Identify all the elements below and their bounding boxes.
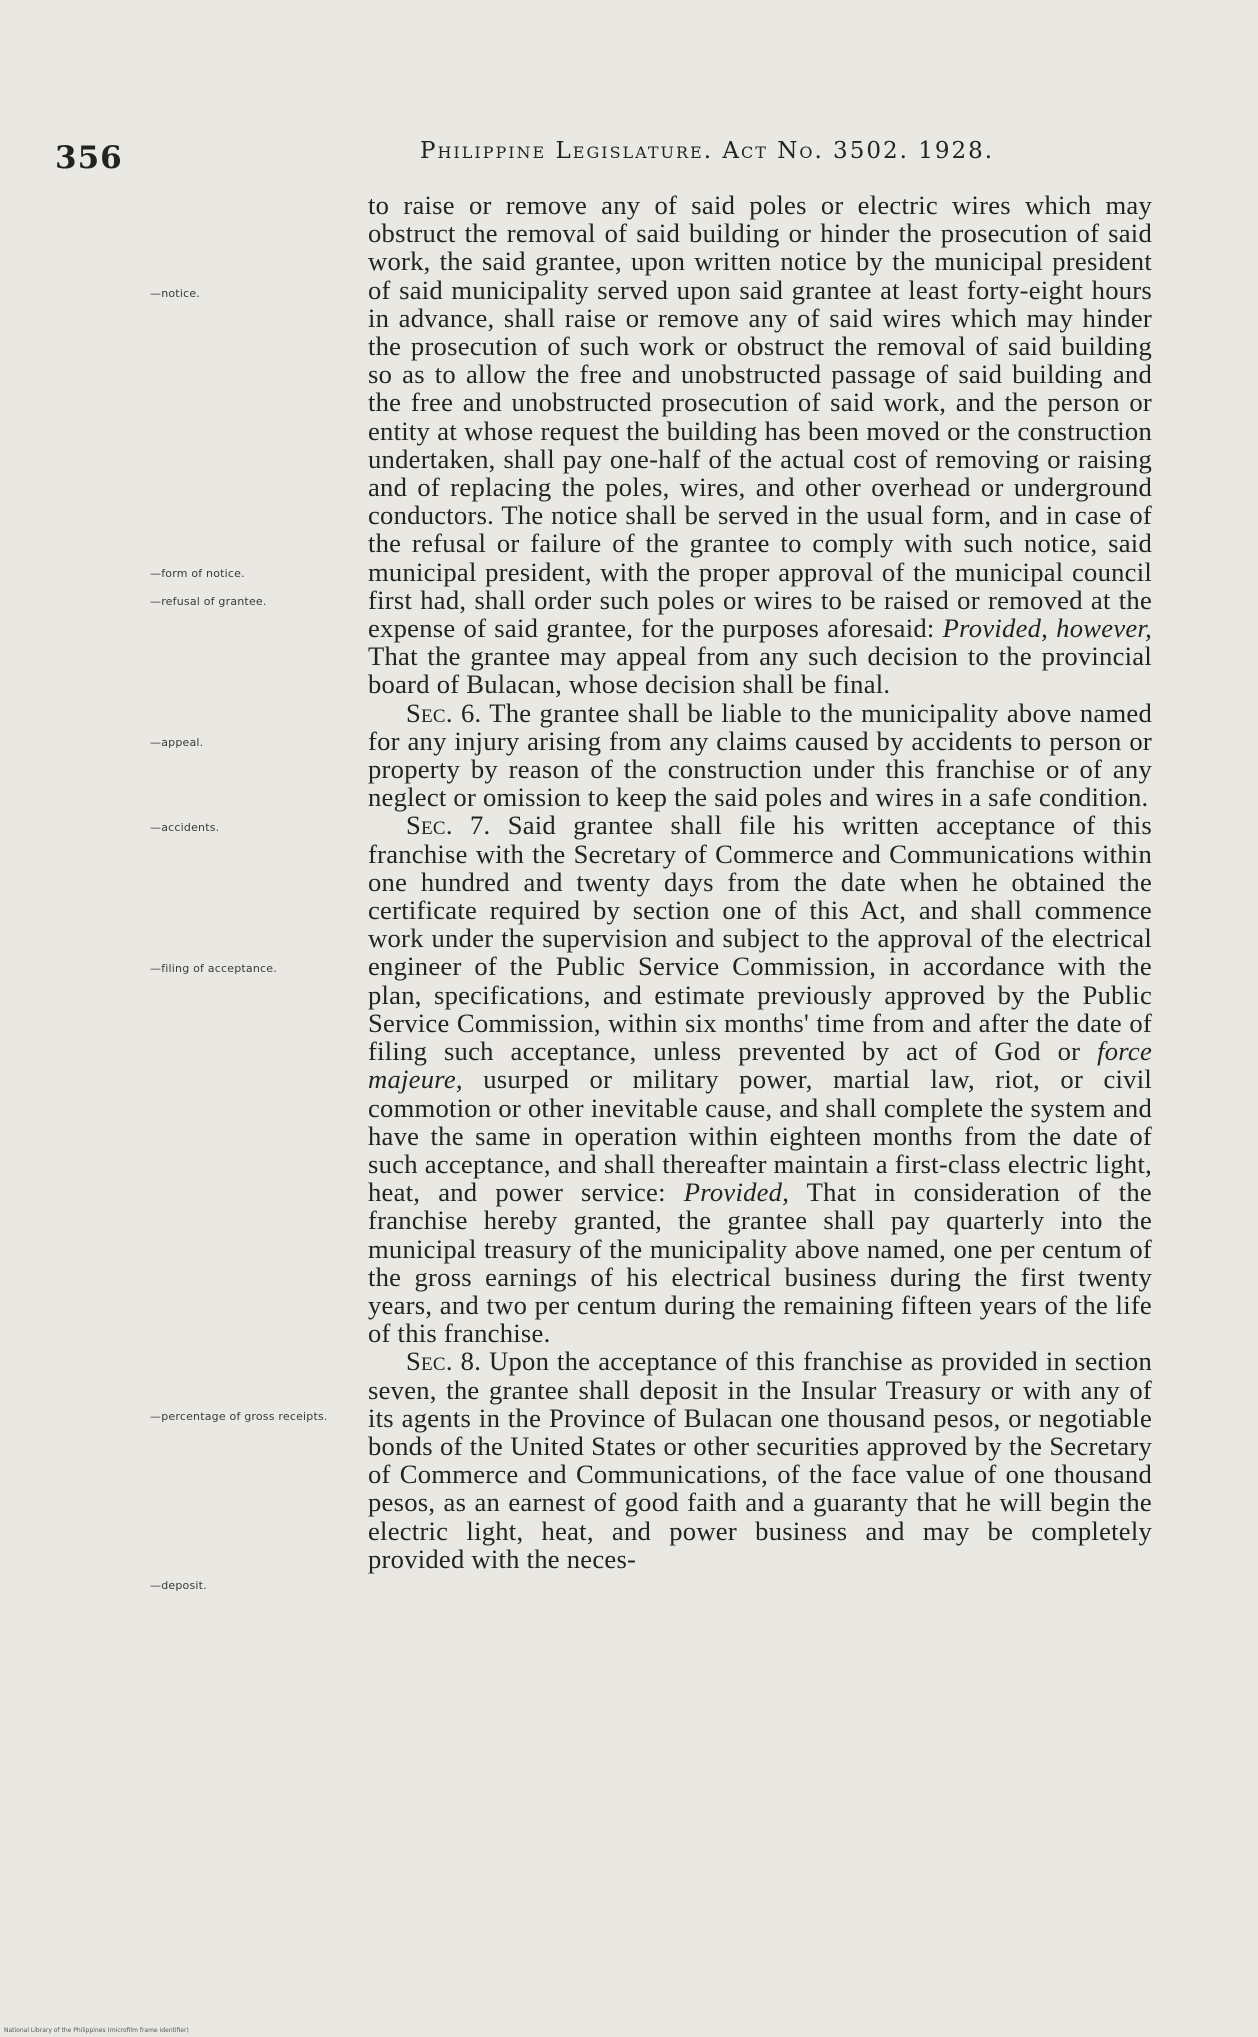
paragraph-continued: [368, 191, 1152, 699]
running-head: Philippine Legislature. Act No. 3502. 1928.: [420, 138, 995, 164]
section-7: [368, 811, 1152, 1347]
margin-note-notice: —notice.: [150, 287, 200, 300]
section-text: Upon the acceptance of this franchise as provided in section seven, the grantee shall deposit in the Insular Treasury or with any of its agents in the Province of Bulacan one thousand pesos, or negotiable bonds of the United States or other securities approved by the Secretary of Commerce and Communications, of the face value of one thousand pesos, as an earnest of good faith and a guaranty that he will begin the electric light, heat, and power business and may be completely provided with the neces-: [368, 1346, 1153, 1574]
italic-proviso: Provided, however,: [942, 613, 1152, 644]
section-label: Sec. 7.: [406, 810, 491, 841]
section-text: That in consideration of the franchise hereby granted, the grantee shall pay quarterly into the municipal treasury of the municipality above named, one per centum of the gross earnings of his electrical business during the first twenty years, and two per centum during the remaining fifteen years of the life of this franchise.: [368, 1177, 1152, 1349]
section-text: Said grantee shall file his written acceptance of this franchise with the Secretary of Commerce and Communications within one hundred and twenty days from the date when he obtained the certificate required by section one of this Act, and shall commence work under the supervision and subject to the approval of the electrical engineer of the Public Service Commission, in accordance with the plan, specifications, and estimate previously approved by the Public Service Commission, within six months' time from and after the date of filing such acceptance, unless prevented by act of God or: [368, 810, 1153, 1067]
italic-proviso: Provided,: [683, 1177, 790, 1208]
footer-credit: National Library of the Philippines (microfilm frame identifier): [4, 2027, 189, 2034]
margin-note-filing: —filing of acceptance.: [150, 962, 277, 975]
italic-term: force majeure,: [368, 1036, 1152, 1095]
paragraph-text: to raise or remove any of said poles or electric wires which may obstruct the removal of said building or hinder the prosecution of said work, the said grantee, upon written notice by the municipal president of said municipality served upon said grantee at least forty-eight hours in advance, shall raise or remove any of said wires which may hinder the prosecution of such work or obstruct the removal of said building so as to allow the free and unobstructed passage of said building and the free and unobstructed prosecution of said work, and the person or entity at whose request the building has been moved or the construction undertaken, shall pay one-half of the actual cost of removing or raising and of replacing the poles, wires, and other overhead or underground conductors. The notice shall be served in the usual form, and in case of the refusal or failure of the grantee to comply with such notice, said municipal president, with the proper approval of the municipal council first had, shall order such poles or wires to be raised or removed at the expense of said grantee, for the purposes aforesaid:: [368, 190, 1152, 644]
page-number: 356: [55, 140, 123, 176]
margin-note-deposit: —deposit.: [150, 1579, 207, 1592]
section-label: Sec. 6.: [406, 697, 482, 728]
paragraph-text: That the grantee may appeal from any such decision to the provincial board of Bulacan, whose decision shall be final.: [368, 641, 1152, 700]
margin-note-accidents: —accidents.: [150, 821, 220, 834]
section-6: [368, 699, 1152, 812]
margin-note-appeal: —appeal.: [150, 736, 204, 749]
margin-note-percentage: —percentage of gross receipts.: [150, 1410, 328, 1423]
section-8: [368, 1347, 1152, 1573]
section-text: The grantee shall be liable to the municipality above named for any injury arising from any claims caused by accidents to person or property by reason of the construction under this franchise or of any neglect or omission to keep the said poles and wires in a safe condition.: [368, 697, 1152, 813]
margin-note-refusal: —refusal of grantee.: [150, 595, 267, 608]
section-text: usurped or military power, martial law, riot, or civil commotion or other inevitable cause, and shall complete the system and have the same in operation within eighteen months from the date of such acceptance, and shall thereafter maintain a first-class electric light, heat, and power service:: [368, 1064, 1152, 1208]
margin-note-form-of-notice: —form of notice.: [150, 567, 245, 580]
body-text: [368, 191, 1152, 1573]
section-label: Sec. 8.: [406, 1346, 482, 1377]
